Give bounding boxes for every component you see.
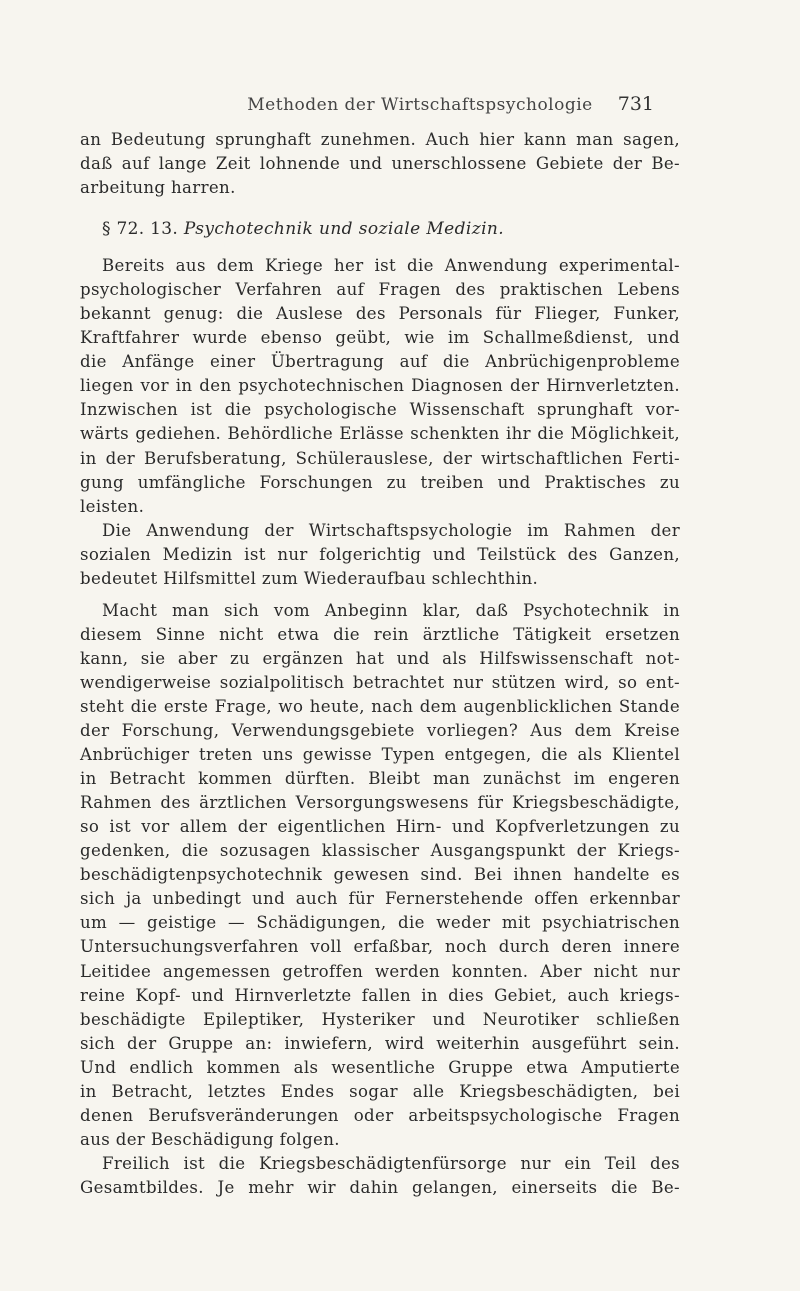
text-line: Gesamtbildes. Je mehr wir dahin gelangen, einerseits die Be-: [80, 1177, 680, 1197]
section-title: Psychotechnik und soziale Medizin.: [183, 219, 505, 240]
text-line: sozialen Medizin ist nur folgerichtig und Teilstück des Ganzen,: [80, 544, 680, 564]
text-line: diesem Sinne nicht etwa die rein ärztliche Tätigkeit ersetzen: [80, 624, 680, 644]
page-number: 731: [617, 93, 654, 115]
text-line: gedenken, die sozusagen klassischer Ausgangspunkt der Kriegs-: [80, 841, 680, 861]
section-heading: [80, 216, 680, 242]
text-line: leisten.: [80, 496, 145, 516]
text-line: so ist vor allem der eigentlichen Hirn- und Kopfverletzungen zu: [80, 817, 680, 837]
text-line: reine Kopf- und Hirnverletzte fallen in dies Gebiet, auch kriegs-: [80, 985, 680, 1005]
text-line: an Bedeutung sprunghaft zunehmen. Auch hier kann man sagen,: [80, 130, 680, 149]
text-line: steht die erste Frage, wo heute, nach dem augenblicklichen Stande: [80, 696, 680, 716]
text-line: sich ja unbedingt und auch für Fernerstehende offen erkennbar: [80, 889, 680, 909]
body-text: [80, 128, 680, 1200]
text-line: Die Anwendung der Wirtschaftspsychologie im Rahmen der: [102, 520, 680, 540]
text-line: liegen vor in den psychotechnischen Diagnosen der Hirnverletzten.: [80, 376, 680, 396]
text-line: Freilich ist die Kriegsbeschädigtenfürsorge nur ein Teil des: [102, 1153, 680, 1173]
text-line: Macht man sich vom Anbeginn klar, daß Psychotechnik in: [102, 600, 680, 620]
text-line: bedeutet Hilfsmittel zum Wiederaufbau schlechthin.: [80, 568, 539, 588]
text-line: Kraftfahrer wurde ebenso geübt, wie im Schallmeßdienst, und: [80, 328, 680, 348]
text-line: arbeitung harren.: [80, 178, 236, 198]
text-line: kann, sie aber zu ergänzen hat und als Hilfswissenschaft not-: [80, 648, 680, 668]
paragraph: [80, 254, 680, 519]
text-line: aus der Beschädigung folgen.: [80, 1129, 340, 1149]
text-line: Anbrüchiger treten uns gewisse Typen entgegen, die als Klientel: [80, 745, 680, 765]
text-line: gung umfängliche Forschungen zu treiben und Praktisches zu: [80, 472, 680, 492]
text-line: wendigerweise sozialpolitisch betrachtet nur stützen wird, so ent-: [80, 672, 680, 692]
paragraph: [80, 519, 680, 591]
section-number: § 72. 13.: [102, 219, 179, 240]
text-line: sich der Gruppe an: inwiefern, wird weiterhin ausgeführt sein.: [80, 1033, 680, 1053]
page-header: [0, 95, 800, 121]
text-line: Untersuchungsverfahren voll erfaßbar, noch durch deren innere: [80, 937, 680, 957]
text-line: die Anfänge einer Übertragung auf die Anbrüchigenprobleme: [80, 352, 680, 372]
text-line: beschädigtenpsychotechnik gewesen sind. Bei ihnen handelte es: [80, 865, 680, 885]
text-line: psychologischer Verfahren auf Fragen des praktischen Lebens: [80, 280, 680, 300]
paragraph: [80, 599, 680, 1152]
paragraph: [80, 1152, 680, 1200]
text-line: Inzwischen ist die psychologische Wissenschaft sprunghaft vor-: [80, 400, 680, 420]
text-line: Leitidee angemessen getroffen werden konnten. Aber nicht nur: [80, 961, 680, 981]
text-line: in Betracht, letztes Endes sogar alle Kriegsbeschädigten, bei: [80, 1081, 680, 1101]
text-line: bekannt genug: die Auslese des Personals für Flieger, Funker,: [80, 304, 680, 324]
text-line: Bereits aus dem Kriege her ist die Anwendung experimental-: [102, 256, 680, 276]
text-line: daß auf lange Zeit lohnende und unerschlossene Gebiete der Be-: [80, 154, 680, 174]
text-line: um — geistige — Schädigungen, die weder mit psychiatrischen: [80, 913, 680, 933]
text-line: in Betracht kommen dürften. Bleibt man zunächst im engeren: [80, 769, 680, 789]
paragraph: [80, 128, 680, 200]
text-line: denen Berufsveränderungen oder arbeitspsychologische Fragen: [80, 1105, 680, 1125]
text-line: beschädigte Epileptiker, Hysteriker und Neurotiker schließen: [80, 1009, 680, 1029]
running-head: Methoden der Wirtschaftspsychologie: [247, 95, 593, 115]
text-line: wärts gediehen. Behördliche Erlässe schenkten ihr die Möglichkeit,: [80, 424, 680, 444]
text-line: Rahmen des ärztlichen Versorgungswesens für Kriegsbeschädigte,: [80, 793, 680, 813]
text-line: der Forschung, Verwendungsgebiete vorliegen? Aus dem Kreise: [80, 721, 680, 741]
text-line: Und endlich kommen als wesentliche Gruppe etwa Amputierte: [80, 1057, 680, 1077]
text-line: in der Berufsberatung, Schülerauslese, der wirtschaftlichen Ferti-: [80, 448, 680, 468]
